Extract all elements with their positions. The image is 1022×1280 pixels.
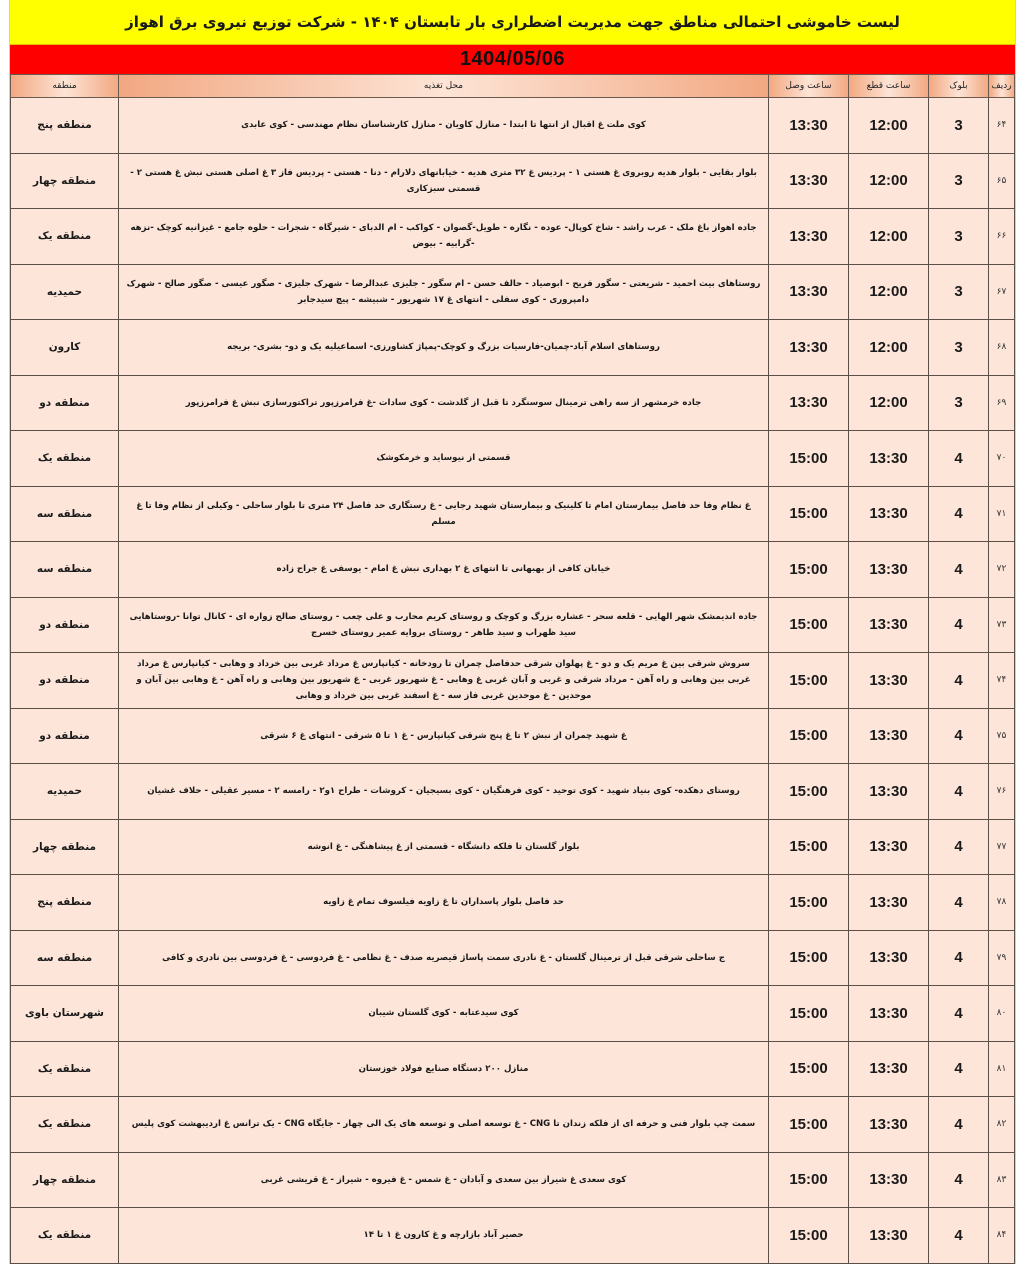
row-number-cell: ۷۰ (989, 431, 1015, 487)
header-row-number: ردیف (989, 75, 1015, 98)
feed-location-cell: بلوار گلستان تا فلکه دانشگاه - قسمتی از غ پیشاهنگی - غ انوشه (119, 819, 769, 875)
outage-sheet (9, 0, 1016, 1264)
restore-time-cell: 13:30 (769, 209, 849, 265)
cut-time-cell: 13:30 (849, 486, 929, 542)
row-number-cell: ۷۸ (989, 875, 1015, 931)
cut-time-cell: 12:00 (849, 98, 929, 154)
feed-location-cell: جاده اهواز باغ ملک - عرب راشد - شاخ کوپال- عوده - نگاره - طویل-گصوان - کواکب - ام الدبای - شیرگاه - شجرات - حلوه جامع - غیزانیه کوچک -نزهه -گرابیه - بیوض (119, 209, 769, 265)
restore-time-cell: 15:00 (769, 1041, 849, 1097)
table-row (11, 153, 1015, 209)
block-cell: 3 (929, 209, 989, 265)
cut-time-cell: 13:30 (849, 1041, 929, 1097)
table-row (11, 930, 1015, 986)
feed-location-cell: غ شهید چمران از نبش ۲ تا غ پنج شرقی کیانپارس - غ ۱ تا ۵ شرقی - انتهای غ ۶ شرقی (119, 708, 769, 764)
region-cell: شهرستان باوی (11, 986, 119, 1042)
region-cell: حمیدیه (11, 264, 119, 320)
restore-time-cell: 15:00 (769, 542, 849, 598)
table-row (11, 264, 1015, 320)
block-cell: 4 (929, 819, 989, 875)
region-cell: منطقه دو (11, 597, 119, 653)
region-cell: منطقه چهار (11, 153, 119, 209)
restore-time-cell: 13:30 (769, 264, 849, 320)
feed-location-cell: خیابان کافی از بهبهانی تا انتهای غ ۲ بهداری نبش غ امام - یوسفی غ جراح زاده (119, 542, 769, 598)
restore-time-cell: 15:00 (769, 653, 849, 709)
row-number-cell: ۷۶ (989, 764, 1015, 820)
restore-time-cell: 15:00 (769, 1208, 849, 1264)
date-banner (10, 45, 1015, 74)
restore-time-cell: 15:00 (769, 764, 849, 820)
row-number-cell: ۷۳ (989, 597, 1015, 653)
feed-location-cell: جاده اندیمشک شهر الهایی - قلعه سحر - عشاره بزرگ و کوچک و روستای کریم محارب و علی چعب - روستای صالح زواره ای - کانال توانا -روستاهایی سید ظهراب و سید طاهر - روستای بروایه عمیر روستای خسرج (119, 597, 769, 653)
cut-time-cell: 12:00 (849, 375, 929, 431)
table-header-row (11, 75, 1015, 98)
header-region: منطقه (11, 75, 119, 98)
row-number-cell: ۶۵ (989, 153, 1015, 209)
restore-time-cell: 15:00 (769, 708, 849, 764)
table-row (11, 986, 1015, 1042)
region-cell: منطقه چهار (11, 1152, 119, 1208)
region-cell: منطقه یک (11, 1097, 119, 1153)
restore-time-cell: 15:00 (769, 431, 849, 487)
cut-time-cell: 12:00 (849, 264, 929, 320)
table-row (11, 597, 1015, 653)
header-cut-time: ساعت قطع (849, 75, 929, 98)
restore-time-cell: 15:00 (769, 819, 849, 875)
cut-time-cell: 13:30 (849, 653, 929, 709)
row-number-cell: ۶۴ (989, 98, 1015, 154)
block-cell: 4 (929, 986, 989, 1042)
cut-time-cell: 13:30 (849, 1097, 929, 1153)
feed-location-cell: حد فاصل بلوار پاسداران تا غ زاویه فیلسوف تمام غ زاویه (119, 875, 769, 931)
cut-time-cell: 13:30 (849, 986, 929, 1042)
row-number-cell: ۷۴ (989, 653, 1015, 709)
restore-time-cell: 15:00 (769, 1152, 849, 1208)
region-cell: منطقه یک (11, 209, 119, 265)
feed-location-cell: حصیر آباد بازارچه و غ کارون غ ۱ تا ۱۴ (119, 1208, 769, 1264)
feed-location-cell: کوی سعدی غ شیراز بین سعدی و آبادان - غ شمس - غ فیروه - شیراز - غ قریشی غربی (119, 1152, 769, 1208)
header-restore-time: ساعت وصل (769, 75, 849, 98)
cut-time-cell: 13:30 (849, 431, 929, 487)
restore-time-cell: 15:00 (769, 930, 849, 986)
table-row (11, 98, 1015, 154)
feed-location-cell: غ نظام وفا حد فاصل بیمارستان امام تا کلینیک و بیمارستان شهید رجایی - غ رستگاری حد فاصل ۲۴ متری تا بلوار ساحلی - وکیلی از نظام وفا تا غ مسلم (119, 486, 769, 542)
feed-location-cell: کوی سیدعتابه - کوی گلستان شیبان (119, 986, 769, 1042)
region-cell: منطقه پنج (11, 98, 119, 154)
block-cell: 3 (929, 320, 989, 376)
feed-location-cell: روستاهای اسلام آباد-چمیان-فارسیات بزرگ و کوچک-پمپاژ کشاورزی- اسماعیلیه یک و دو- بشری- بریجه (119, 320, 769, 376)
region-cell: منطقه سه (11, 542, 119, 598)
row-number-cell: ۸۰ (989, 986, 1015, 1042)
cut-time-cell: 12:00 (849, 320, 929, 376)
block-cell: 3 (929, 98, 989, 154)
row-number-cell: ۶۹ (989, 375, 1015, 431)
table-row (11, 708, 1015, 764)
title-banner (10, 0, 1015, 45)
header-feed-location: محل تغذیه (119, 75, 769, 98)
region-cell: منطقه سه (11, 486, 119, 542)
feed-location-cell: منازل ۲۰۰ دستگاه صنایع فولاد خوزستان (119, 1041, 769, 1097)
table-row (11, 1097, 1015, 1153)
table-row (11, 1041, 1015, 1097)
restore-time-cell: 13:30 (769, 320, 849, 376)
row-number-cell: ۸۱ (989, 1041, 1015, 1097)
feed-location-cell: سروش شرقی بین غ مریم یک و دو - غ پهلوان شرقی حدفاصل چمران تا رودخانه - کیانپارس غ مرداد غربی بین خرداد و وهابی - کیانپارس غ مرداد غربی بین وهابی و راه آهن - مرداد شرقی و غربی و آبان غربی غ وهابی - غ شهریور غربی - غ شهریور بین وهابی و راه آهن - غ وهابی بین آبان و موحدین - غ موحدین غربی فاز سه - غ اسفند غربی بین خرداد و وهابی (119, 653, 769, 709)
table-row (11, 320, 1015, 376)
table-row (11, 375, 1015, 431)
block-cell: 4 (929, 930, 989, 986)
feed-location-cell: روستاهای بیت احمید - شریعتی - سگور فریح - ابوصیاد - حالف حسن - ام سگور - جلیزی عبدالرضا - شهرک جلیزی - صگور عیسی - صگور صالح - شهرک دامپروری - کوی سفلی - انتهای غ ۱۷ شهریور - شبیشه - پیچ سیدجابر (119, 264, 769, 320)
region-cell: منطقه پنج (11, 875, 119, 931)
feed-location-cell: سمت چپ بلوار فنی و حرفه ای از فلکه زندان تا CNG - غ توسعه اصلی و توسعه های یک الی چهار - جایگاه CNG - یک ترانس غ اردیبهشت کوی پلیس (119, 1097, 769, 1153)
region-cell: منطقه چهار (11, 819, 119, 875)
row-number-cell: ۸۳ (989, 1152, 1015, 1208)
table-row (11, 486, 1015, 542)
row-number-cell: ۶۷ (989, 264, 1015, 320)
block-cell: 4 (929, 597, 989, 653)
row-number-cell: ۸۴ (989, 1208, 1015, 1264)
row-number-cell: ۶۶ (989, 209, 1015, 265)
table-row (11, 653, 1015, 709)
region-cell: منطقه یک (11, 1041, 119, 1097)
block-cell: 4 (929, 431, 989, 487)
restore-time-cell: 13:30 (769, 153, 849, 209)
restore-time-cell: 15:00 (769, 986, 849, 1042)
block-cell: 3 (929, 375, 989, 431)
feed-location-cell: کوی ملت غ اقبال از انتها تا ابتدا - منازل کاویان - منازل کارشناسان نظام مهندسی - کوی عابدی (119, 98, 769, 154)
row-number-cell: ۷۵ (989, 708, 1015, 764)
cut-time-cell: 13:30 (849, 542, 929, 598)
region-cell: منطقه دو (11, 653, 119, 709)
cut-time-cell: 13:30 (849, 708, 929, 764)
table-row (11, 875, 1015, 931)
row-number-cell: ۷۹ (989, 930, 1015, 986)
block-cell: 4 (929, 1041, 989, 1097)
header-block: بلوک (929, 75, 989, 98)
restore-time-cell: 15:00 (769, 486, 849, 542)
restore-time-cell: 13:30 (769, 98, 849, 154)
page-title: لیست خاموشی احتمالی مناطق جهت مدیریت اضطراری بار تابستان ۱۴۰۴ - شرکت توزیع نیروی برق اهواز (125, 13, 900, 31)
table-row (11, 1208, 1015, 1264)
table-row (11, 819, 1015, 875)
block-cell: 4 (929, 875, 989, 931)
cut-time-cell: 13:30 (849, 875, 929, 931)
table-row (11, 764, 1015, 820)
feed-location-cell: قسمتی از نیوساید و خرمکوشک (119, 431, 769, 487)
restore-time-cell: 15:00 (769, 1097, 849, 1153)
cut-time-cell: 13:30 (849, 1152, 929, 1208)
feed-location-cell: جاده خرمشهر از سه راهی ترمینال سوسنگرد تا قبل از گلدشت - کوی سادات -غ فرامرزپور تراکتورسازی نبش غ فرامرزپور (119, 375, 769, 431)
region-cell: منطقه سه (11, 930, 119, 986)
block-cell: 3 (929, 153, 989, 209)
cut-time-cell: 13:30 (849, 764, 929, 820)
region-cell: کارون (11, 320, 119, 376)
block-cell: 4 (929, 1152, 989, 1208)
restore-time-cell: 15:00 (769, 875, 849, 931)
cut-time-cell: 13:30 (849, 597, 929, 653)
block-cell: 4 (929, 1097, 989, 1153)
feed-location-cell: ج ساحلی شرقی قبل از ترمینال گلستان - غ نادری سمت پاساژ قیصریه صدف - غ نظامی - غ فردوسی - غ فردوسی بین نادری و کافی (119, 930, 769, 986)
block-cell: 4 (929, 486, 989, 542)
table-row (11, 1152, 1015, 1208)
cut-time-cell: 12:00 (849, 153, 929, 209)
feed-location-cell: بلوار بقایی - بلوار هدیه روبروی غ هستی ۱ - پردیس غ ۳۲ متری هدیه - خیابانهای دلارام - دنا - هستی - پردیس فاز ۳ غ اصلی هستی نبش غ هستی ۲ - قسمتی سبزکاری (119, 153, 769, 209)
row-number-cell: ۷۱ (989, 486, 1015, 542)
table-row (11, 209, 1015, 265)
cut-time-cell: 12:00 (849, 209, 929, 265)
region-cell: منطقه دو (11, 708, 119, 764)
restore-time-cell: 15:00 (769, 597, 849, 653)
block-cell: 4 (929, 764, 989, 820)
feed-location-cell: روستای دهکده- کوی بنیاد شهید - کوی توحید - کوی فرهنگیان - کوی بسیجیان - کروشات - طراح ۱و۲ - رامسه ۲ - مسیر عقیلی - حلاف غشیان (119, 764, 769, 820)
row-number-cell: ۷۷ (989, 819, 1015, 875)
cut-time-cell: 13:30 (849, 930, 929, 986)
schedule-date: 1404/05/06 (459, 48, 566, 70)
block-cell: 4 (929, 542, 989, 598)
row-number-cell: ۸۲ (989, 1097, 1015, 1153)
table-row (11, 431, 1015, 487)
outage-table (10, 74, 1015, 1264)
block-cell: 4 (929, 1208, 989, 1264)
region-cell: منطقه یک (11, 431, 119, 487)
region-cell: حمیدیه (11, 764, 119, 820)
region-cell: منطقه یک (11, 1208, 119, 1264)
table-row (11, 542, 1015, 598)
block-cell: 4 (929, 708, 989, 764)
cut-time-cell: 13:30 (849, 819, 929, 875)
restore-time-cell: 13:30 (769, 375, 849, 431)
block-cell: 3 (929, 264, 989, 320)
region-cell: منطقه دو (11, 375, 119, 431)
row-number-cell: ۷۲ (989, 542, 1015, 598)
block-cell: 4 (929, 653, 989, 709)
row-number-cell: ۶۸ (989, 320, 1015, 376)
cut-time-cell: 13:30 (849, 1208, 929, 1264)
